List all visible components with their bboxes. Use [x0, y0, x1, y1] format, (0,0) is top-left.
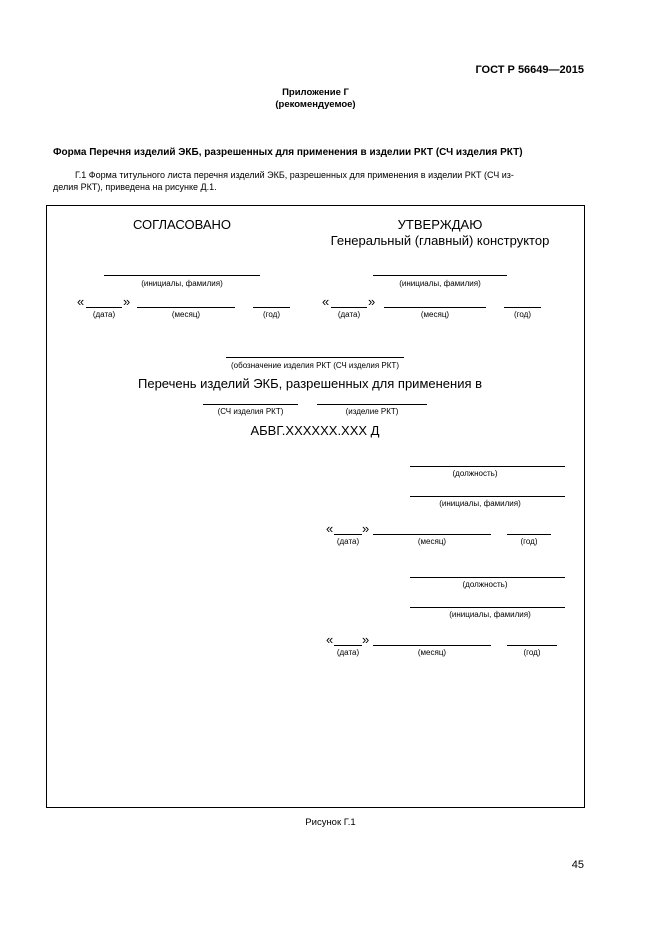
left-quote-close: » [123, 294, 131, 309]
left-date-line [86, 307, 122, 308]
right-date-caption: (дата) [337, 310, 361, 319]
sig2-date-caption: (дата) [336, 648, 360, 657]
intro-line-1: Г.1 Форма титульного листа перечня изделий ЭКБ, разрешенных для применения в изделии РКТ (СЧ из- [75, 170, 514, 180]
right-date-line [331, 307, 367, 308]
sig2-date-line [334, 645, 362, 646]
list-title: Перечень изделий ЭКБ, разрешенных для применения в [138, 376, 483, 391]
sig2-quote-open: « [326, 632, 334, 647]
right-year-caption: (год) [513, 310, 531, 319]
approval-left-title: СОГЛАСОВАНО [132, 217, 232, 232]
right-quote-open: « [322, 294, 330, 309]
sig1-position-line [410, 466, 565, 467]
designation-line [226, 357, 404, 358]
right-month-caption: (месяц) [420, 310, 450, 319]
sig1-name-caption: (инициалы, фамилия) [439, 499, 521, 508]
page-number: 45 [571, 859, 584, 871]
sig1-month-line [373, 534, 491, 535]
right-name-caption: (инициалы, фамилия) [399, 279, 481, 288]
right-name-line [373, 275, 507, 276]
left-quote-open: « [77, 294, 85, 309]
right-month-line [384, 307, 486, 308]
sig2-year-caption: (год) [523, 648, 541, 657]
figure-caption: Рисунок Г.1 [305, 817, 356, 828]
product-line [317, 404, 427, 405]
section-title: Форма Перечня изделий ЭКБ, разрешенных для применения в изделии РКТ (СЧ изделия РКТ) [53, 147, 523, 158]
standard-number: ГОСТ Р 56649—2015 [475, 64, 584, 76]
approval-right-subtitle: Генеральный (главный) конструктор [330, 233, 550, 248]
sig2-name-caption: (инициалы, фамилия) [449, 610, 531, 619]
sig1-quote-open: « [326, 521, 334, 536]
sig1-month-caption: (месяц) [417, 537, 447, 546]
sch-line [203, 404, 298, 405]
sig1-quote-close: » [362, 521, 370, 536]
sig2-quote-close: » [362, 632, 370, 647]
appendix-subtitle: (рекомендуемое) [275, 99, 356, 110]
sig1-date-caption: (дата) [336, 537, 360, 546]
sch-caption: (СЧ изделия РКТ) [217, 407, 284, 416]
right-year-line [504, 307, 541, 308]
sig2-month-caption: (месяц) [417, 648, 447, 657]
sig1-year-caption: (год) [520, 537, 538, 546]
sig2-position-caption: (должность) [462, 580, 508, 589]
left-date-caption: (дата) [92, 310, 116, 319]
document-code: АБВГ.XXXXXX.XXX Д [250, 423, 380, 438]
left-month-caption: (месяц) [171, 310, 201, 319]
product-caption: (изделие РКТ) [345, 407, 399, 416]
right-quote-close: » [368, 294, 376, 309]
approval-right-title: УТВЕРЖДАЮ [397, 217, 483, 232]
sig2-year-line [507, 645, 557, 646]
left-month-line [137, 307, 235, 308]
intro-line-2: делия РКТ), приведена на рисунке Д.1. [53, 182, 217, 192]
sig1-date-line [334, 534, 362, 535]
sig2-month-line [373, 645, 491, 646]
left-year-caption: (год) [262, 310, 280, 319]
sig1-name-line [410, 496, 565, 497]
designation-caption: (обозначение изделия РКТ (СЧ изделия РКТ) [231, 361, 399, 370]
sig2-position-line [410, 577, 565, 578]
sig2-name-line [410, 607, 565, 608]
left-year-line [253, 307, 290, 308]
sig1-position-caption: (должность) [452, 469, 498, 478]
sig1-year-line [507, 534, 551, 535]
left-name-line [104, 275, 260, 276]
left-name-caption: (инициалы, фамилия) [141, 279, 223, 288]
appendix-title: Приложение Г [282, 87, 349, 98]
